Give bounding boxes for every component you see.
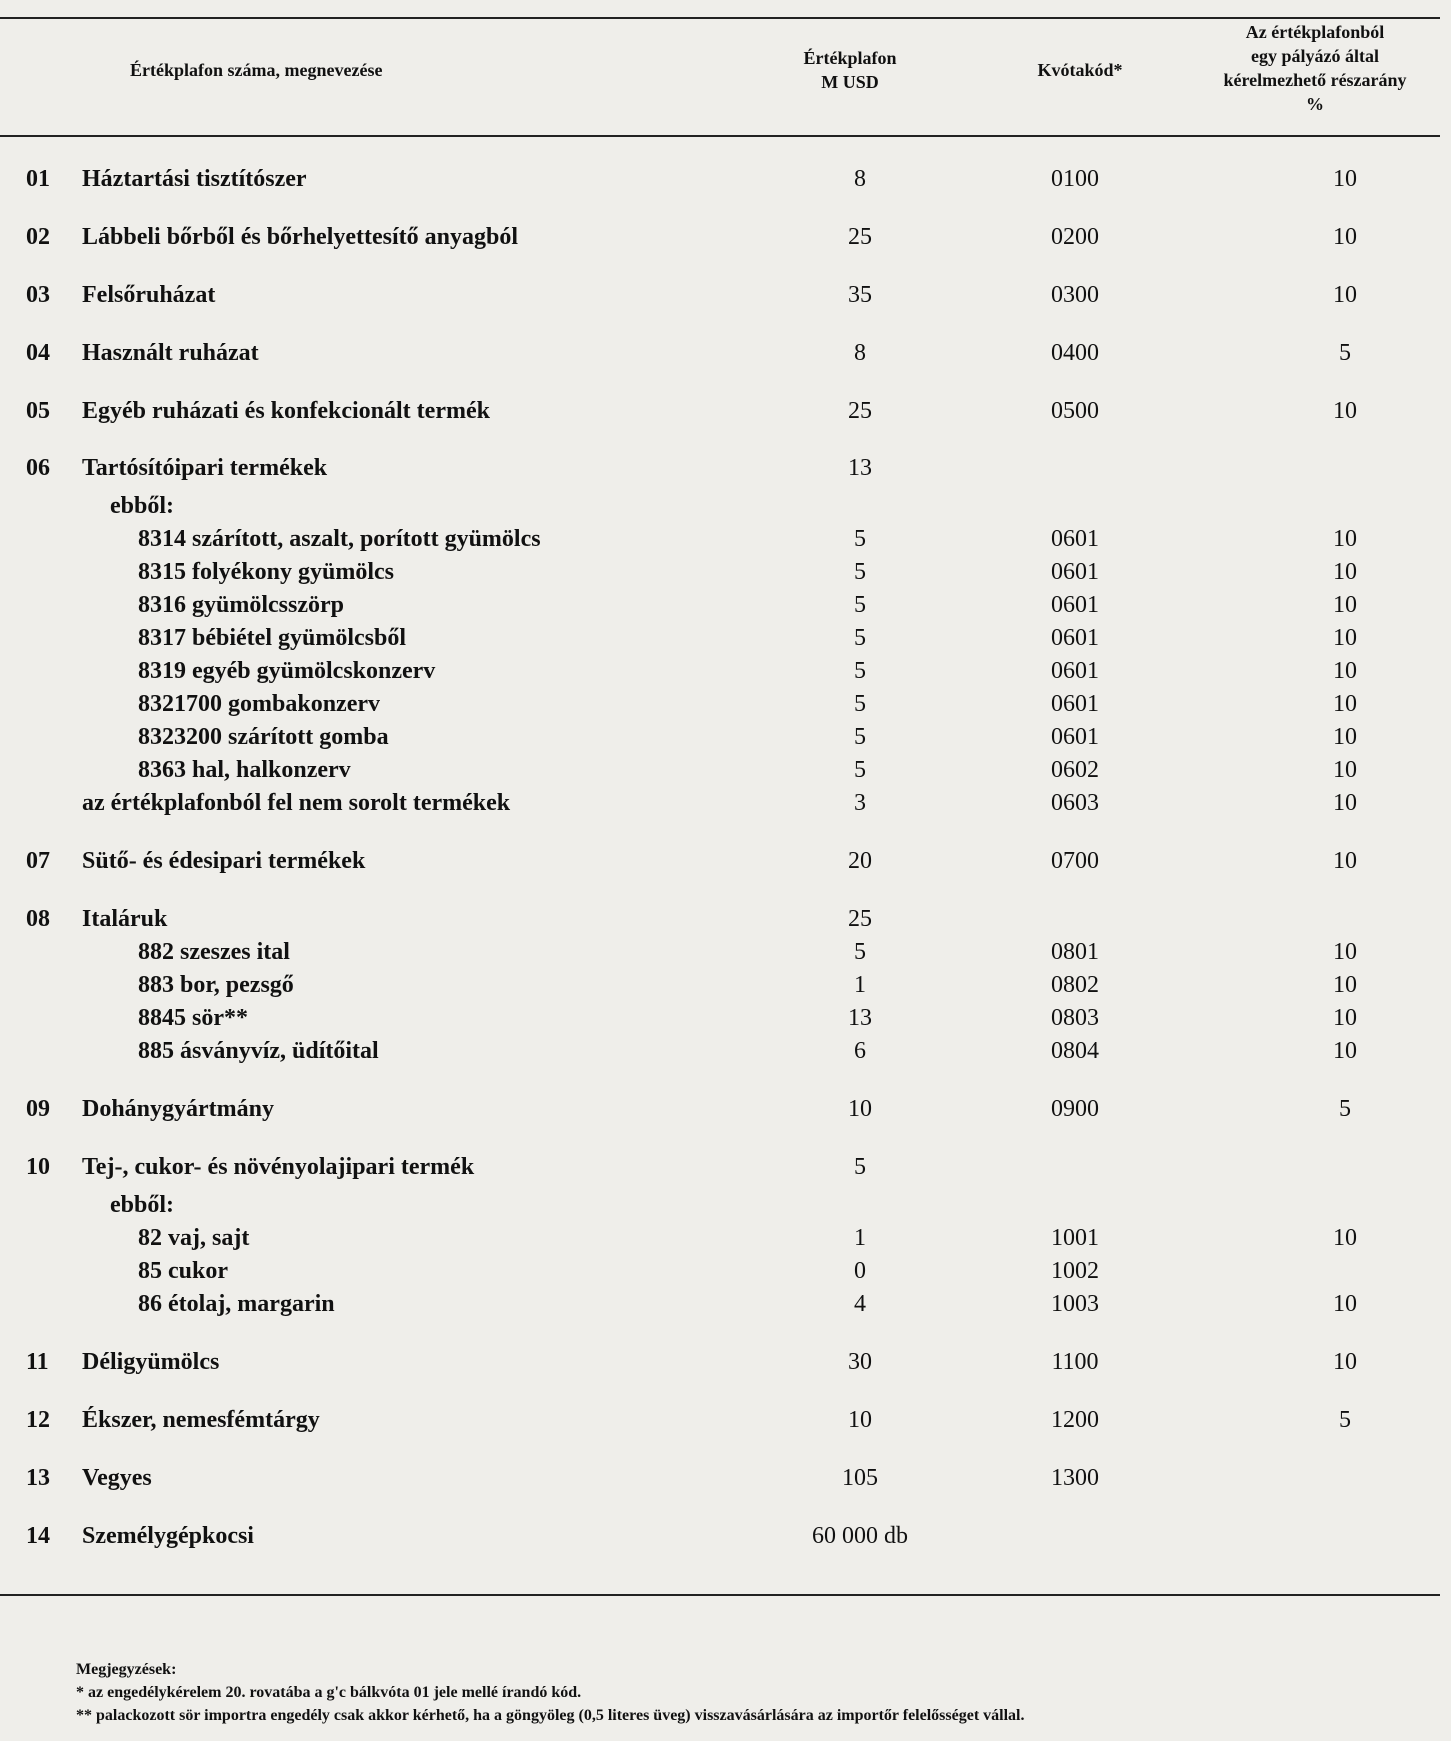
header-share-line3: kérelmezhető részarány <box>1223 70 1407 90</box>
table-row <box>0 282 1440 314</box>
row-number: 06 <box>26 455 50 481</box>
row-code: 0300 <box>1051 282 1099 308</box>
table-row <box>0 1005 1440 1037</box>
table-row <box>0 724 1440 756</box>
row-code: 0900 <box>1051 1096 1099 1122</box>
row-code: 1200 <box>1051 1407 1099 1433</box>
row-code: 1001 <box>1051 1225 1099 1251</box>
row-code: 0601 <box>1051 625 1099 651</box>
row-number: 09 <box>26 1096 50 1122</box>
row-label: Lábbeli bőrből és bőrhelyettesítő anyagból <box>82 224 519 250</box>
row-number: 14 <box>26 1523 50 1549</box>
row-value: 13 <box>848 1005 872 1031</box>
row-label: 885 ásványvíz, üdítőital <box>138 1038 379 1064</box>
row-label: Dohánygyártmány <box>82 1096 275 1122</box>
row-share: 10 <box>1333 282 1357 308</box>
row-share: 5 <box>1339 1096 1351 1122</box>
table-row <box>0 224 1440 256</box>
row-value: 60 000 db <box>812 1523 908 1549</box>
row-share: 10 <box>1333 1005 1357 1031</box>
row-value: 25 <box>848 906 872 932</box>
row-label: 85 cukor <box>138 1258 228 1284</box>
row-label: Felsőruházat <box>82 282 216 308</box>
row-label: Személygépkocsi <box>82 1523 254 1549</box>
row-value: 0 <box>854 1258 866 1284</box>
table-row <box>0 972 1440 1004</box>
row-code: 0603 <box>1051 790 1099 816</box>
row-share: 10 <box>1333 972 1357 998</box>
row-number: 03 <box>26 282 50 308</box>
row-value: 10 <box>848 1407 872 1433</box>
row-value: 13 <box>848 455 872 481</box>
table-row <box>0 455 1440 487</box>
row-value: 5 <box>854 526 866 552</box>
table-row <box>0 1225 1440 1257</box>
row-value: 3 <box>854 790 866 816</box>
row-number: 04 <box>26 340 50 366</box>
row-share: 10 <box>1333 559 1357 585</box>
row-code: 0601 <box>1051 658 1099 684</box>
row-code: 0601 <box>1051 724 1099 750</box>
row-label: 8845 sör** <box>138 1005 248 1031</box>
row-code: 0700 <box>1051 848 1099 874</box>
row-label: 8314 szárított, aszalt, porított gyümölcs <box>138 526 541 552</box>
table-row <box>0 1096 1440 1128</box>
row-label: Tartósítóipari termékek <box>82 455 328 481</box>
table-row <box>0 559 1440 591</box>
row-value: 5 <box>854 625 866 651</box>
table-row <box>0 1407 1440 1439</box>
row-share: 10 <box>1333 625 1357 651</box>
row-value: 5 <box>854 691 866 717</box>
table-row <box>0 1258 1440 1290</box>
table-row <box>0 757 1440 789</box>
row-code: 0802 <box>1051 972 1099 998</box>
row-value: 8 <box>854 340 866 366</box>
row-label: 8321700 gombakonzerv <box>138 691 380 717</box>
row-value: 1 <box>854 1225 866 1251</box>
table-row <box>0 1038 1440 1070</box>
row-number: 08 <box>26 906 50 932</box>
row-share: 10 <box>1333 526 1357 552</box>
table-row <box>0 1523 1440 1555</box>
row-value: 25 <box>848 398 872 424</box>
row-label: 82 vaj, sajt <box>138 1225 250 1251</box>
row-label: Vegyes <box>82 1465 152 1491</box>
table-row <box>0 340 1440 372</box>
row-value: 20 <box>848 848 872 874</box>
row-share: 10 <box>1333 757 1357 783</box>
row-code: 0601 <box>1051 559 1099 585</box>
row-share: 10 <box>1333 398 1357 424</box>
row-number: 12 <box>26 1407 50 1433</box>
row-share: 10 <box>1333 691 1357 717</box>
row-code: 0601 <box>1051 592 1099 618</box>
header-value-line2: M USD <box>821 72 879 92</box>
table-row <box>0 1192 1440 1224</box>
row-share: 10 <box>1333 1349 1357 1375</box>
row-number: 07 <box>26 848 50 874</box>
row-label: ebből: <box>110 1192 175 1218</box>
row-label: az értékplafonból fel nem sorolt termékek <box>82 790 511 816</box>
row-code: 0100 <box>1051 166 1099 192</box>
row-code: 0803 <box>1051 1005 1099 1031</box>
row-number: 05 <box>26 398 50 424</box>
row-value: 5 <box>854 757 866 783</box>
header-share-line1: Az értékplafonból <box>1245 22 1385 42</box>
row-number: 13 <box>26 1465 50 1491</box>
header-value <box>740 46 960 94</box>
table-row <box>0 691 1440 723</box>
row-code: 0601 <box>1051 526 1099 552</box>
header-rule <box>0 135 1440 137</box>
row-value: 25 <box>848 224 872 250</box>
row-share: 10 <box>1333 1225 1357 1251</box>
row-share: 10 <box>1333 224 1357 250</box>
row-share: 5 <box>1339 340 1351 366</box>
row-value: 10 <box>848 1096 872 1122</box>
row-label: Déligyümölcs <box>82 1349 220 1375</box>
row-value: 8 <box>854 166 866 192</box>
table-row <box>0 790 1440 822</box>
row-label: 8315 folyékony gyümölcs <box>138 559 395 585</box>
row-value: 35 <box>848 282 872 308</box>
row-value: 5 <box>854 658 866 684</box>
row-share: 10 <box>1333 1291 1357 1317</box>
row-label: 86 étolaj, margarin <box>138 1291 335 1317</box>
table-row <box>0 592 1440 624</box>
table-row <box>0 1154 1440 1186</box>
row-value: 6 <box>854 1038 866 1064</box>
header-share <box>1185 20 1445 116</box>
row-share: 5 <box>1339 1407 1351 1433</box>
row-value: 5 <box>854 724 866 750</box>
row-value: 105 <box>842 1465 878 1491</box>
header-code: Kvótakód* <box>1037 60 1123 80</box>
row-label: Sütő- és édesipari termékek <box>82 848 366 874</box>
header-share-line2: egy pályázó által <box>1251 46 1379 66</box>
row-code: 0801 <box>1051 939 1099 965</box>
row-label: Egyéb ruházati és konfekcionált termék <box>82 398 490 424</box>
row-code: 1300 <box>1051 1465 1099 1491</box>
header-value-line1: Értékplafon <box>803 48 897 68</box>
row-code: 0804 <box>1051 1038 1099 1064</box>
row-value: 5 <box>854 559 866 585</box>
row-code: 0200 <box>1051 224 1099 250</box>
row-share: 10 <box>1333 724 1357 750</box>
header-share-line4: % <box>1306 94 1324 114</box>
row-label: ebből: <box>110 493 175 519</box>
row-share: 10 <box>1333 939 1357 965</box>
table-row <box>0 398 1440 430</box>
row-value: 30 <box>848 1349 872 1375</box>
table-row <box>0 625 1440 657</box>
row-value: 1 <box>854 972 866 998</box>
row-label: 8316 gyümölcsszörp <box>138 592 344 618</box>
row-label: Tej-, cukor- és növényolajipari termék <box>82 1154 475 1180</box>
row-share: 10 <box>1333 592 1357 618</box>
footnotes-title: Megjegyzések: <box>76 1661 177 1678</box>
row-label: 883 bor, pezsgő <box>138 972 294 998</box>
row-label: 8319 egyéb gyümölcskonzerv <box>138 658 436 684</box>
row-code: 0500 <box>1051 398 1099 424</box>
row-value: 4 <box>854 1291 866 1317</box>
row-label: Italáruk <box>82 906 168 932</box>
table-row <box>0 1465 1440 1497</box>
row-value: 5 <box>854 939 866 965</box>
row-code: 1002 <box>1051 1258 1099 1284</box>
row-number: 11 <box>26 1349 49 1375</box>
row-number: 10 <box>26 1154 50 1180</box>
top-rule <box>0 17 1440 19</box>
row-number: 02 <box>26 224 50 250</box>
row-share: 10 <box>1333 1038 1357 1064</box>
table-row <box>0 658 1440 690</box>
table-row <box>0 493 1440 525</box>
table-row <box>0 526 1440 558</box>
row-label: 882 szeszes ital <box>138 939 290 965</box>
row-code: 0601 <box>1051 691 1099 717</box>
row-code: 1100 <box>1051 1349 1099 1375</box>
row-share: 10 <box>1333 790 1357 816</box>
row-label: Háztartási tisztítószer <box>82 166 307 192</box>
row-share: 10 <box>1333 848 1357 874</box>
row-code: 0602 <box>1051 757 1099 783</box>
table-row <box>0 1291 1440 1323</box>
footnotes <box>76 1658 1024 1727</box>
row-value: 5 <box>854 592 866 618</box>
row-share: 10 <box>1333 166 1357 192</box>
table-row <box>0 166 1440 198</box>
footnote-1: * az engedélykérelem 20. rovatába a g'c bálkvóta 01 jele mellé írandó kód. <box>76 1684 582 1701</box>
bottom-rule <box>0 1594 1440 1596</box>
row-code: 1003 <box>1051 1291 1099 1317</box>
row-label: 8317 bébiétel gyümölcsből <box>138 625 406 651</box>
row-label: 8323200 szárított gomba <box>138 724 389 750</box>
table-row <box>0 906 1440 938</box>
table-row <box>0 848 1440 880</box>
row-value: 5 <box>854 1154 866 1180</box>
row-label: Használt ruházat <box>82 340 259 366</box>
row-code: 0400 <box>1051 340 1099 366</box>
table-row <box>0 939 1440 971</box>
row-share: 10 <box>1333 658 1357 684</box>
row-label: 8363 hal, halkonzerv <box>138 757 351 783</box>
row-number: 01 <box>26 166 50 192</box>
footnote-2: ** palackozott sör importra engedély csak akkor kérhető, ha a göngyöleg (0,5 literes üveg) visszavásárlására az importőr felelősséget vállal. <box>76 1707 1025 1724</box>
header-name: Értékplafon száma, megnevezése <box>130 60 383 80</box>
row-label: Ékszer, nemesfémtárgy <box>82 1407 320 1433</box>
table-row <box>0 1349 1440 1381</box>
